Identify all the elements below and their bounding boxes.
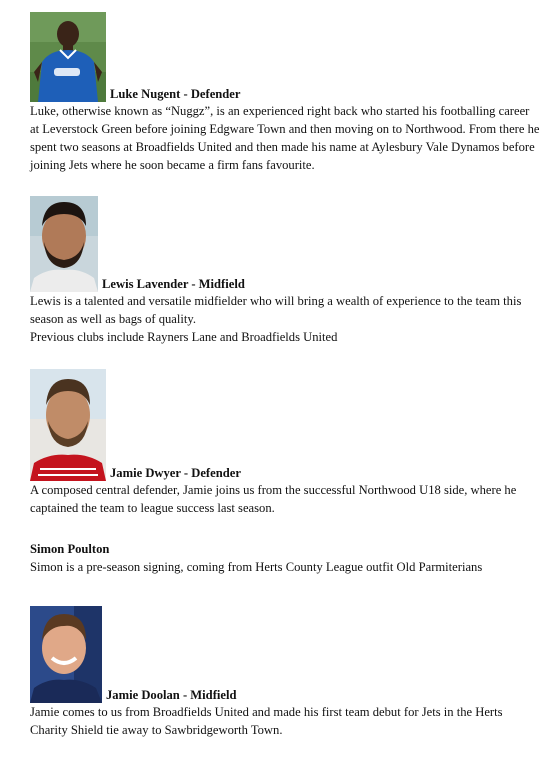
player-bio — [30, 102, 540, 174]
player-photo-icon — [30, 12, 106, 102]
player-bio — [30, 703, 540, 739]
player-profile-lewis-lavender — [30, 196, 540, 346]
bio-paragraph: A composed central defender, Jamie joins us from the successful Northwood U18 side, where he captained the team to league success last season. — [30, 483, 517, 515]
player-header — [30, 606, 540, 703]
bio-paragraph: Jamie comes to us from Broadfields United and made his first team debut for Jets in the Herts Charity Shield tie away to Sawbridgeworth Town. — [30, 705, 503, 737]
player-profile-jamie-dwyer — [30, 369, 540, 517]
player-photo-icon — [30, 196, 98, 292]
player-name: Luke Nugent - Defender — [110, 87, 241, 101]
player-header — [30, 196, 540, 292]
bio-paragraph: Simon is a pre-season signing, coming from Herts County League outfit Old Parmiterians — [30, 560, 483, 574]
player-bio — [30, 481, 540, 517]
player-name: Jamie Dwyer - Defender — [110, 466, 241, 480]
player-profile-luke-nugent — [30, 12, 540, 174]
player-name: Jamie Doolan - Midfield — [106, 688, 237, 702]
player-photo-icon — [30, 369, 106, 481]
bio-paragraph: Lewis is a talented and versatile midfielder who will bring a wealth of experience to the team this season as well as bags of quality. — [30, 294, 522, 326]
player-photo-icon — [30, 606, 102, 703]
player-profile-jamie-doolan — [30, 606, 540, 739]
bio-paragraph: Luke, otherwise known as “Nuggz”, is an experienced right back who started his footballing career at Leverstock Green before joining Edgware Town and then moving on to Northwood. From there he spent two seasons at Broadfields United and then made his name at Aylesbury Vale Dynamos before joining Jets where he soon became a firm fans favourite. — [30, 104, 540, 172]
player-bio — [30, 558, 540, 576]
player-name: Simon Poulton — [30, 542, 110, 556]
player-header — [30, 369, 540, 481]
bio-paragraph: Previous clubs include Rayners Lane and Broadfields United — [30, 330, 338, 344]
player-name: Lewis Lavender - Midfield — [102, 277, 245, 291]
player-profile-simon-poulton — [30, 540, 540, 576]
player-header — [30, 12, 540, 102]
player-bio — [30, 292, 540, 346]
